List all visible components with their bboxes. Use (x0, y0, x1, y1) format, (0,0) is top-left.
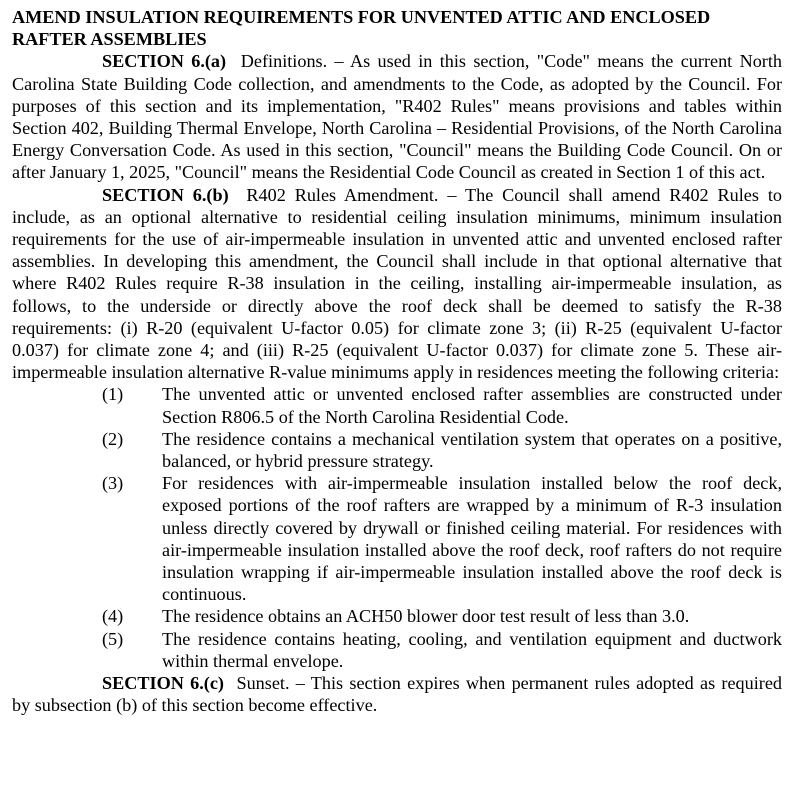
section-6b-label: SECTION 6.(b) (102, 184, 229, 205)
criteria-item-2 (12, 428, 782, 472)
document-page (12, 0, 782, 717)
criteria-item-4-text: The residence obtains an ACH50 blower door test result of less than 3.0. (162, 606, 690, 627)
section-6a-text: Definitions. – As used in this section, "Code" means the current North Carolina State Building Code collection, and amendments to the Code, as adopted by the Council. For purposes of this section and its implementation, "R402 Rules" means provisions and tables within Section 402, Building Thermal Envelope, North Carolina – Residential Provisions, of the North Carolina Energy Conversation Code. As used in this section, "Council" means the Building Code Council. On or after January 1, 2025, "Council" means the Residential Code Council as created in Section 1 of this act. (12, 51, 782, 183)
criteria-item-4-number: (4) (102, 606, 124, 627)
section-heading: AMEND INSULATION REQUIREMENTS FOR UNVENTED ATTIC AND ENCLOSED RAFTER ASSEMBLIES (12, 7, 711, 50)
section-6b-text: R402 Rules Amendment. – The Council shall amend R402 Rules to include, as an optional alternative to residential ceiling insulation minimums, minimum insulation requirements for the use of air-impermeable insulation in unvented attic and unvented enclosed rafter assemblies. In developing this amendment, the Council shall include in that optional alternative that where R402 Rules require R-38 insulation in the ceiling, installing air-impermeable insulation, as follows, to the underside or directly above the roof deck shall be deemed to satisfy the R-38 requirements: (i) R-20 (equivalent U-factor 0.05) for climate zone 3; (ii) R-25 (equivalent U-factor 0.037) for climate zone 4; and (iii) R-25 (equivalent U-factor 0.037) for climate zone 5. These air-impermeable insulation alternative R-value minimums apply in residences meeting the following criteria: (12, 184, 782, 383)
criteria-item-3-text: For residences with air-impermeable insulation installed below the roof deck, exposed portions of the roof rafters are wrapped by a minimum of R-3 insulation unless directly covered by drywall or finished ceiling material. For residences with air-impermeable insulation installed above the roof deck, roof rafters do not require insulation wrapping if air-impermeable insulation installed above the roof deck is continuous. (162, 473, 782, 605)
criteria-item-3 (12, 472, 782, 605)
criteria-item-5-text: The residence contains heating, cooling, and ventilation equipment and ductwork within thermal envelope. (162, 628, 782, 671)
criteria-item-2-text: The residence contains a mechanical ventilation system that operates on a positive, balanced, or hybrid pressure strategy. (162, 428, 782, 472)
criteria-item-1 (12, 383, 782, 427)
section-6c-paragraph (12, 672, 782, 716)
section-6c-label: SECTION 6.(c) (102, 673, 224, 694)
section-6a-paragraph (12, 50, 782, 183)
criteria-item-4 (12, 605, 782, 627)
criteria-item-1-number: (1) (102, 384, 124, 405)
criteria-item-5 (12, 628, 782, 672)
criteria-item-5-number: (5) (102, 628, 124, 649)
criteria-item-2-number: (2) (102, 428, 124, 449)
criteria-item-3-number: (3) (102, 473, 124, 494)
section-6b-paragraph (12, 184, 782, 384)
section-6a-label: SECTION 6.(a) (102, 51, 227, 72)
criteria-item-1-text: The unvented attic or unvented enclosed rafter assemblies are constructed under Section R806.5 of the North Carolina Residential Code. (162, 384, 782, 427)
section-6c-text: Sunset. – This section expires when permanent rules adopted as required by subsection (b) of this section become effective. (12, 673, 783, 716)
